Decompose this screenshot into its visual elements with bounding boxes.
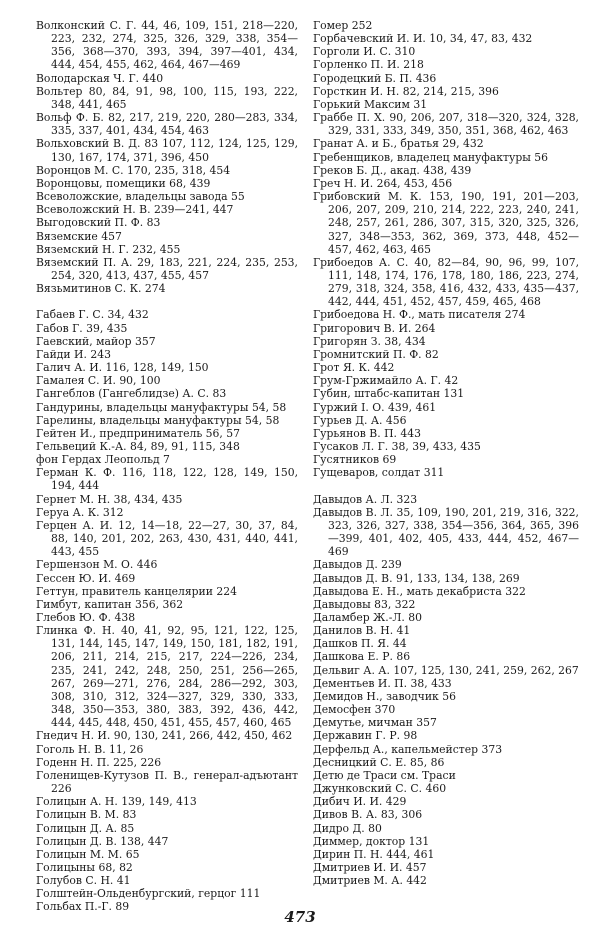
index-entry: Гайди И. 243 [36, 347, 111, 361]
index-entry: Грот Я. К. 442 [313, 361, 395, 375]
index-entry: Давыдова Е. Н., мать декабриста 322 [313, 584, 526, 598]
index-entry: Габов Г. 39, 435 [36, 321, 128, 335]
index-entry: Вяземские 457 [36, 229, 122, 243]
index-column-right [313, 19, 579, 887]
index-entry: Гамалея С. И. 90, 100 [36, 374, 161, 388]
index-entry: Гимбут, капитан 356, 362 [36, 597, 184, 611]
index-entry: Гуржий І. О. 439, 461 [313, 400, 437, 414]
index-entry: Гершензон М. О. 446 [36, 558, 158, 572]
index-entry: Голицын Д. В. 138, 447 [36, 834, 169, 848]
index-entry: Горсткин И. Н. 82, 214, 215, 396 [313, 84, 499, 98]
index-entry: Володарская Ч. Г. 440 [36, 71, 164, 85]
index-entry: Давыдов А. Л. 323 [313, 492, 418, 506]
index-entry: Голицын Д. А. 85 [36, 821, 135, 835]
index-entry: Галич А. И. 116, 128, 149, 150 [36, 361, 209, 375]
index-entry: Гусаков Л. Г. 38, 39, 433, 435 [313, 440, 481, 453]
index-entry: Дерфельд А., капельмейстер 373 [313, 742, 503, 756]
index-entry: Греч Н. И. 264, 453, 456 [313, 176, 453, 190]
index-entry: Гомер 252 [313, 19, 373, 32]
index-entry: Вяземский Н. Г. 232, 455 [36, 242, 181, 256]
index-entry: Громнитский П. Ф. 82 [313, 347, 439, 361]
index-entry: Данилов В. Н. 41 [313, 624, 411, 638]
index-entry: Дивов В. А. 83, 306 [313, 808, 423, 822]
index-entry: Голицын М. М. 65 [36, 847, 140, 861]
index-entry: Давыдов В. Л. 35, 109, 190, 201, 219, 316, 322, 323, 326, 327, 338, 354—356, 364, 365, 396—399, 401, 402, 405, 433, 444, 452, 467—469 [313, 505, 579, 559]
index-entry: Горький Максим 31 [313, 97, 428, 111]
index-entry: Грум-Гржимайло А. Г. 42 [313, 374, 459, 388]
index-entry: Дельвиг А. А. 107, 125, 130, 241, 259, 262, 267 [313, 663, 579, 677]
index-entry: Державин Г. Р. 98 [313, 729, 418, 743]
index-entry: Голицын А. Н. 139, 149, 413 [36, 795, 197, 809]
index-column-left [36, 19, 298, 914]
index-entry: Глебов Ю. Ф. 438 [36, 611, 136, 625]
index-entry: Дирин П. Н. 444, 461 [313, 847, 435, 861]
index-entry: Давыдов Д. 239 [313, 558, 402, 572]
index-entry: Вольтер 80, 84, 91, 98, 100, 115, 193, 222, 348, 441, 465 [36, 84, 298, 111]
index-entry: Даламбер Ж.-Л. 80 [313, 611, 422, 625]
index-entry: Джунковский С. С. 460 [313, 782, 447, 796]
index-entry: Воронцовы, помещики 68, 439 [36, 176, 211, 190]
index-entry: Демосфен 370 [313, 703, 396, 717]
index-entry: Голицын В. М. 83 [36, 808, 137, 822]
index-entry: Гольбах П.-Г. 89 [36, 900, 130, 914]
index-entry: Грибоедов А. С. 40, 82—84, 90, 96, 99, 107, 111, 148, 174, 176, 178, 180, 186, 223, 274, 279, 318, 324, 358, 416, 432, 433, 435—437, 442, 444, 451, 452, 457, 459, 465, 468 [313, 255, 579, 309]
index-entry: Гурьянов В. П. 443 [313, 426, 421, 440]
index-entry: Демидов Н., заводчик 56 [313, 689, 456, 703]
index-entry: Гранат А. и Б., братья 29, 432 [313, 137, 484, 151]
index-entry: Вязьмитинов С. К. 274 [36, 282, 166, 296]
index-entry: Григорян З. 38, 434 [313, 334, 426, 348]
index-entry: Всеволожский Н. В. 239—241, 447 [36, 203, 234, 217]
index-entry: Габаев Г. С. 34, 432 [36, 308, 149, 322]
index-entry: Гусятников 69 [313, 453, 397, 467]
index-entry: Выгодовский П. Ф. 83 [36, 216, 161, 230]
index-entry: Голштейн-Ольденбургский, герцог 111 [36, 887, 261, 901]
index-entry: Гоголь Н. В. 11, 26 [36, 742, 144, 756]
index-entry: Детю де Траси см. Траси [313, 768, 456, 782]
index-entry: Дашкова Е. Р. 86 [313, 650, 411, 664]
index-entry: Голубов С. Н. 41 [36, 874, 131, 888]
index-entry: Дмитриев М. А. 442 [313, 874, 427, 888]
index-entry: Глинка Ф. Н. 40, 41, 92, 95, 121, 122, 125, 131, 144, 145, 147, 149, 150, 181, 182, 191, 206, 211, 214, 215, 217, 224—226, 234, 235, 241, 242, 248, 250, 251, 256—265, 267, 269—271, 276, 284, 286—292, 303, 308, 310, 312, 324—327, 329, 330, 333, 348, 350—353, 380, 383, 392, 436, 442, 444, 445, 448, 450, 451, 455, 457, 460, 465 [36, 624, 298, 730]
index-entry: Дашков П. Я. 44 [313, 637, 407, 651]
index-entry: Гребенщиков, владелец мануфактуры 56 [313, 150, 549, 164]
index-entry: Всеволожские, владельцы завода 55 [36, 190, 245, 204]
index-entry: Гельвеций К.-А. 84, 89, 91, 115, 348 [36, 439, 240, 453]
index-entry: Десницкий С. Е. 85, 86 [313, 755, 445, 769]
index-entry: Волконский С. Г. 44, 46, 109, 151, 218—220, 223, 232, 274, 325, 326, 329, 338, 354—356, 368—370, 393, 394, 397—401, 434, 444, 454, 455, 462, 464, 467—469 [36, 19, 298, 72]
index-entry: Давыдов Д. В. 91, 133, 134, 138, 269 [313, 571, 520, 585]
index-entry: Губин, штабс-капитан 131 [313, 387, 465, 401]
index-entry: Годенн Н. П. 225, 226 [36, 755, 162, 769]
index-entry: Гущеваров, солдат 311 [313, 466, 445, 480]
index-entry: Гангеблов (Гангеблидзе) А. С. 83 [36, 387, 227, 401]
index-entry: Вяземский П. А. 29, 183, 221, 224, 235, 253, 254, 320, 413, 437, 455, 457 [36, 255, 298, 282]
index-entry: Воронцов М. С. 170, 235, 318, 454 [36, 163, 231, 177]
index-entry: Гессен Ю. И. 469 [36, 571, 136, 585]
index-entry: Герман К. Ф. 116, 118, 122, 128, 149, 150, 194, 444 [36, 466, 298, 493]
index-entry: Греков Б. Д., акад. 438, 439 [313, 163, 472, 177]
index-entry: Голенищев-Кутузов П. В., генерал-адъютант 226 [36, 768, 298, 796]
index-entry: Горголи И. С. 310 [313, 45, 416, 59]
index-entry: Гандурины, владельцы мануфактуры 54, 58 [36, 400, 287, 414]
index-entry: Вольф Ф. Б. 82, 217, 219, 220, 280—283, 334, 335, 337, 401, 434, 454, 463 [36, 111, 298, 138]
index-entry: Голицыны 68, 82 [36, 860, 133, 874]
index-entry: Григорович В. И. 264 [313, 321, 436, 335]
index-entry: Вольховский В. Д. 83 107, 112, 124, 125, 129, 130, 167, 174, 371, 396, 450 [36, 137, 298, 164]
index-entry: Гейтен И., предприниматель 56, 57 [36, 426, 240, 440]
index-entry: Дибич И. И. 429 [313, 795, 407, 809]
index-entry: Дементьев И. П. 38, 433 [313, 676, 452, 690]
index-entry: Граббе П. Х. 90, 206, 207, 318—320, 324, 328, 329, 331, 333, 349, 350, 351, 368, 462, 463 [313, 111, 579, 138]
index-entry: Гурьев Д. А. 456 [313, 413, 407, 427]
index-entry: Герцен А. И. 12, 14—18, 22—27, 30, 37, 84, 88, 140, 201, 202, 263, 430, 431, 440, 441, 443, 455 [36, 518, 298, 559]
index-entry: Горленко П. И. 218 [313, 58, 424, 72]
index-entry: фон Гердах Леопольд 7 [36, 453, 170, 467]
index-entry: Гарелины, владельцы мануфактуры 54, 58 [36, 413, 280, 427]
index-entry: Демутье, мичман 357 [313, 716, 437, 730]
index-entry: Геруа А. К. 312 [36, 505, 124, 519]
index-entry: Гнедич Н. И. 90, 130, 241, 266, 442, 450, 462 [36, 729, 293, 743]
index-entry: Гаевский, майор 357 [36, 334, 156, 348]
index-entry: Городецкий Б. П. 436 [313, 71, 437, 85]
index-entry: Гернет М. Н. 38, 434, 435 [36, 492, 183, 506]
index-entry: Давыдовы 83, 322 [313, 597, 416, 611]
index-entry: Дмитриев И. И. 457 [313, 860, 427, 874]
index-entry: Дидро Д. 80 [313, 821, 382, 835]
page-number: 473 [284, 908, 316, 926]
index-entry: Геттун, правитель канцелярии 224 [36, 584, 237, 598]
index-entry: Диммер, доктор 131 [313, 834, 430, 848]
index-entry: Грибоедова Н. Ф., мать писателя 274 [313, 308, 526, 322]
index-entry: Грибовский М. К. 153, 190, 191, 201—203, 206, 207, 209, 210, 214, 222, 223, 240, 241, 248, 257, 261, 286, 307, 315, 320, 325, 326, 327, 348—353, 362, 369, 373, 448, 452—457, 462, 463, 465 [313, 190, 579, 256]
index-entry: Горбачевский И. И. 10, 34, 47, 83, 432 [313, 32, 533, 46]
